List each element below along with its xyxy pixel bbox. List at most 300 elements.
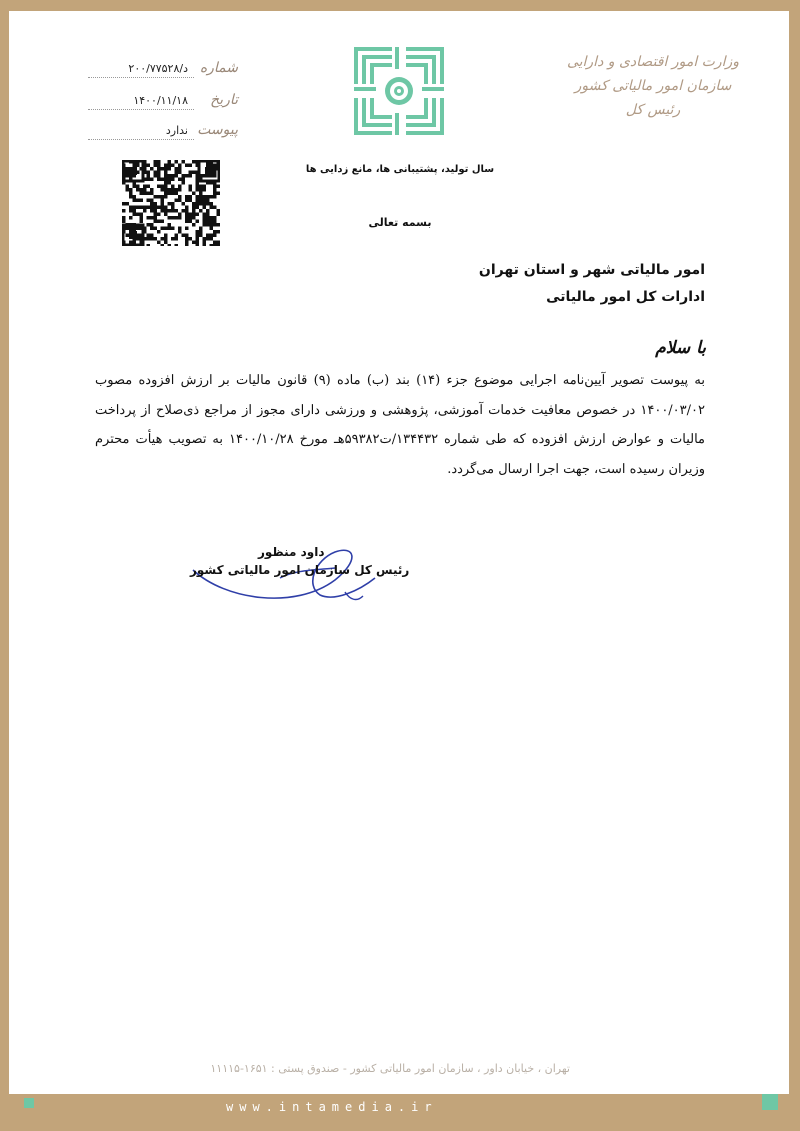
qr-module — [140, 188, 144, 192]
qr-module — [161, 244, 165, 246]
letter-date-value: ۱۴۰۰/۱۱/۱۸ — [133, 94, 188, 107]
qr-module — [133, 195, 137, 199]
letter-date-label: تاریخ — [210, 92, 238, 108]
qr-module — [199, 209, 203, 213]
qr-module — [154, 202, 158, 206]
qr-module — [178, 213, 182, 217]
qr-module — [150, 227, 154, 231]
qr-module — [136, 164, 140, 168]
qr-module — [199, 227, 203, 231]
qr-module — [154, 206, 158, 210]
qr-module — [210, 202, 214, 206]
qr-module — [168, 192, 172, 196]
qr-module — [199, 234, 203, 238]
qr-module — [185, 206, 189, 210]
qr-module — [196, 185, 200, 189]
qr-module — [189, 220, 193, 224]
qr-module — [126, 234, 130, 238]
qr-module — [213, 171, 217, 175]
qr-module — [213, 223, 217, 227]
divider — [88, 77, 194, 78]
qr-module — [175, 237, 179, 241]
qr-module — [175, 209, 179, 213]
letter-number-label: شماره — [199, 60, 238, 76]
qr-module — [136, 213, 140, 217]
qr-module — [140, 199, 144, 203]
qr-module — [192, 216, 196, 220]
qr-module — [157, 171, 161, 175]
qr-module — [154, 237, 158, 241]
qr-module — [171, 178, 175, 182]
qr-module — [182, 160, 186, 164]
qr-module — [206, 220, 210, 224]
qr-module — [150, 216, 154, 220]
qr-module — [192, 206, 196, 210]
footer-website: www.intamedia.ir — [226, 1100, 438, 1114]
qr-module — [206, 209, 210, 213]
letter-number-value: د/۲۰۰/۷۷۵۲۸ — [128, 62, 188, 75]
qr-module — [157, 195, 161, 199]
qr-module — [154, 195, 158, 199]
qr-module — [185, 241, 189, 245]
qr-module — [213, 167, 217, 171]
qr-module — [175, 167, 179, 171]
qr-module — [133, 164, 137, 168]
qr-module — [210, 164, 214, 168]
qr-module — [161, 167, 165, 171]
qr-module — [185, 220, 189, 224]
qr-module — [122, 220, 126, 224]
qr-module — [178, 216, 182, 220]
qr-module — [171, 185, 175, 189]
qr-module — [168, 174, 172, 178]
qr-module — [213, 230, 217, 234]
qr-module — [164, 241, 168, 245]
qr-module — [171, 206, 175, 210]
qr-module — [171, 174, 175, 178]
qr-module — [175, 199, 179, 203]
qr-module — [189, 213, 193, 217]
qr-module — [157, 220, 161, 224]
qr-module — [143, 188, 147, 192]
letter-date-row — [88, 92, 238, 112]
qr-module — [122, 216, 126, 220]
qr-module — [199, 195, 203, 199]
qr-module — [189, 171, 193, 175]
addressee-line-2: ادارات کل امور مالیاتی — [546, 289, 705, 305]
qr-module — [147, 185, 151, 189]
qr-module — [206, 164, 210, 168]
qr-module — [199, 192, 203, 196]
qr-module — [157, 230, 161, 234]
qr-module — [136, 206, 140, 210]
qr-module — [140, 220, 144, 224]
qr-module — [213, 216, 217, 220]
qr-module — [213, 195, 217, 199]
qr-module — [203, 206, 207, 210]
qr-module — [206, 213, 210, 217]
qr-module — [206, 223, 210, 227]
qr-module — [210, 234, 214, 238]
qr-module — [161, 195, 165, 199]
qr-module — [196, 188, 200, 192]
qr-module — [150, 202, 154, 206]
qr-module — [126, 185, 130, 189]
qr-module — [126, 171, 130, 175]
qr-module — [192, 241, 196, 245]
qr-module — [189, 216, 193, 220]
qr-module — [129, 216, 133, 220]
qr-module — [164, 171, 168, 175]
qr-module — [203, 195, 207, 199]
qr-module — [203, 216, 207, 220]
qr-module — [192, 209, 196, 213]
qr-module — [129, 188, 133, 192]
qr-module — [206, 195, 210, 199]
corner-square — [762, 1094, 778, 1110]
qr-module — [196, 206, 200, 210]
qr-module — [182, 178, 186, 182]
qr-module — [178, 178, 182, 182]
qr-module — [161, 188, 165, 192]
qr-module — [203, 185, 207, 189]
qr-module — [150, 237, 154, 241]
qr-module — [133, 185, 137, 189]
qr-module — [126, 227, 130, 231]
qr-module — [161, 209, 165, 213]
qr-module — [196, 202, 200, 206]
qr-module — [171, 227, 175, 231]
qr-module — [196, 241, 200, 245]
qr-module — [185, 213, 189, 217]
qr-module — [154, 213, 158, 217]
letter-number-row — [88, 60, 238, 80]
qr-module — [192, 213, 196, 217]
bismillah: بسمه تعالی — [368, 216, 432, 229]
qr-module — [189, 195, 193, 199]
qr-module — [217, 209, 221, 213]
qr-module — [213, 241, 217, 245]
qr-module — [154, 227, 158, 231]
qr-module — [147, 164, 151, 168]
qr-module — [129, 195, 133, 199]
qr-module — [168, 223, 172, 227]
qr-module — [196, 195, 200, 199]
qr-module — [199, 185, 203, 189]
qr-module — [199, 188, 203, 192]
qr-module — [133, 213, 137, 217]
qr-module — [129, 241, 133, 245]
qr-module — [206, 202, 210, 206]
attachment-row — [88, 122, 238, 142]
qr-module — [171, 192, 175, 196]
qr-module — [168, 160, 172, 164]
qr-module — [157, 160, 161, 164]
corner-square — [24, 1098, 34, 1108]
qr-module — [210, 237, 214, 241]
qr-module — [171, 188, 175, 192]
qr-module — [164, 185, 168, 189]
qr-module — [140, 192, 144, 196]
qr-module — [154, 164, 158, 168]
qr-module — [129, 206, 133, 210]
qr-module — [171, 202, 175, 206]
qr-module — [140, 213, 144, 217]
qr-module — [196, 213, 200, 217]
qr-module — [206, 237, 210, 241]
qr-module — [129, 192, 133, 196]
qr-module — [203, 202, 207, 206]
qr-module — [217, 244, 221, 246]
qr-module — [210, 195, 214, 199]
qr-module — [168, 244, 172, 246]
qr-module — [161, 202, 165, 206]
qr-module — [192, 223, 196, 227]
qr-module — [168, 181, 172, 185]
qr-module — [217, 185, 221, 189]
qr-module — [182, 202, 186, 206]
qr-module — [126, 188, 130, 192]
qr-module — [150, 199, 154, 203]
qr-module — [213, 234, 217, 238]
office-title: رئیس کل — [625, 102, 681, 118]
qr-module — [199, 199, 203, 203]
qr-module — [164, 181, 168, 185]
qr-module — [126, 174, 130, 178]
qr-module — [157, 174, 161, 178]
qr-module — [178, 185, 182, 189]
signer-title: رئیس کل سازمان امور مالیاتی کشور — [190, 563, 410, 577]
qr-module — [164, 206, 168, 210]
qr-module — [217, 241, 221, 245]
qr-module — [199, 230, 203, 234]
qr-module — [203, 188, 207, 192]
qr-module — [178, 199, 182, 203]
qr-module — [203, 199, 207, 203]
qr-module — [185, 164, 189, 168]
qr-module — [126, 202, 130, 206]
qr-module — [136, 185, 140, 189]
qr-module — [154, 209, 158, 213]
qr-module — [164, 188, 168, 192]
qr-module — [161, 199, 165, 203]
qr-module — [133, 199, 137, 203]
qr-module — [178, 195, 182, 199]
qr-module — [210, 220, 214, 224]
year-slogan: سال تولید، پشتیبانی ها، مانع زدایی ها — [305, 164, 495, 175]
attachment-label: پیوست — [197, 122, 238, 138]
qr-module — [217, 213, 221, 217]
qr-module — [150, 167, 154, 171]
qr-module — [150, 234, 154, 238]
qr-module — [217, 192, 221, 196]
qr-module — [150, 209, 154, 213]
qr-module — [161, 220, 165, 224]
qr-module — [154, 220, 158, 224]
qr-module — [154, 171, 158, 175]
qr-module — [178, 167, 182, 171]
qr-code — [122, 160, 220, 246]
qr-module — [178, 164, 182, 168]
qr-module — [192, 192, 196, 196]
qr-module — [147, 206, 151, 210]
qr-module — [185, 216, 189, 220]
qr-module — [178, 171, 182, 175]
qr-module — [147, 192, 151, 196]
qr-module — [164, 227, 168, 231]
qr-module — [185, 244, 189, 246]
qr-module — [154, 216, 158, 220]
qr-module — [213, 174, 217, 178]
qr-module — [168, 178, 172, 182]
qr-module — [136, 199, 140, 203]
qr-module — [175, 244, 179, 246]
qr-module — [147, 223, 151, 227]
qr-module — [147, 237, 151, 241]
qr-module — [164, 234, 168, 238]
qr-module — [171, 237, 175, 241]
qr-module — [210, 216, 214, 220]
qr-module — [129, 227, 133, 231]
qr-module — [164, 209, 168, 213]
qr-module — [161, 178, 165, 182]
qr-module — [189, 237, 193, 241]
qr-module — [199, 202, 203, 206]
qr-module — [175, 192, 179, 196]
ministry-name: وزارت امور اقتصادی و دارایی — [566, 54, 740, 70]
qr-module — [213, 185, 217, 189]
qr-module — [140, 206, 144, 210]
qr-module — [133, 209, 137, 213]
qr-module — [175, 160, 179, 164]
signer-name: داود منظور — [258, 545, 325, 559]
qr-module — [157, 213, 161, 217]
qr-module — [161, 237, 165, 241]
qr-module — [122, 202, 126, 206]
qr-module — [210, 206, 214, 210]
qr-module — [150, 192, 154, 196]
qr-module — [217, 230, 221, 234]
qr-module — [185, 209, 189, 213]
qr-module — [143, 209, 147, 213]
qr-module — [185, 227, 189, 231]
qr-module — [185, 234, 189, 238]
qr-module — [136, 227, 140, 231]
qr-module — [192, 202, 196, 206]
salutation: با سلام — [655, 338, 706, 358]
qr-module — [196, 220, 200, 224]
qr-module — [192, 160, 196, 164]
qr-module — [161, 206, 165, 210]
qr-module — [129, 209, 133, 213]
qr-module — [203, 223, 207, 227]
qr-module — [196, 237, 200, 241]
qr-module — [203, 237, 207, 241]
qr-module — [157, 167, 161, 171]
divider — [88, 109, 194, 110]
qr-module — [182, 174, 186, 178]
qr-module — [206, 199, 210, 203]
qr-module — [182, 181, 186, 185]
qr-module — [154, 160, 158, 164]
qr-module — [147, 178, 151, 182]
qr-module — [213, 188, 217, 192]
qr-module — [164, 174, 168, 178]
qr-module — [126, 167, 130, 171]
qr-module — [175, 188, 179, 192]
qr-module — [206, 234, 210, 238]
qr-module — [213, 164, 217, 168]
attachment-value: ندارد — [165, 124, 188, 137]
qr-module — [168, 216, 172, 220]
qr-module — [161, 185, 165, 189]
qr-module — [161, 227, 165, 231]
qr-module — [185, 237, 189, 241]
qr-module — [185, 195, 189, 199]
qr-module — [147, 216, 151, 220]
qr-module — [175, 234, 179, 238]
qr-module — [171, 216, 175, 220]
ministry-letterhead — [558, 50, 748, 122]
qr-module — [213, 206, 217, 210]
qr-module — [143, 206, 147, 210]
qr-module — [189, 188, 193, 192]
qr-module — [164, 192, 168, 196]
organization-name: سازمان امور مالیاتی کشور — [574, 78, 732, 94]
qr-module — [157, 178, 161, 182]
qr-module — [150, 188, 154, 192]
qr-module — [164, 178, 168, 182]
qr-module — [178, 230, 182, 234]
qr-module — [175, 216, 179, 220]
qr-module — [164, 167, 168, 171]
qr-module — [210, 223, 214, 227]
divider — [88, 139, 194, 140]
qr-module — [164, 195, 168, 199]
qr-module — [178, 188, 182, 192]
qr-module — [168, 167, 172, 171]
qr-module — [122, 209, 126, 213]
qr-module — [164, 237, 168, 241]
qr-module — [189, 164, 193, 168]
qr-module — [133, 227, 137, 231]
qr-module — [196, 244, 200, 246]
qr-module — [189, 174, 193, 178]
qr-module — [168, 188, 172, 192]
qr-module — [164, 164, 168, 168]
qr-module — [147, 171, 151, 175]
qr-module — [203, 220, 207, 224]
qr-module — [203, 241, 207, 245]
qr-module — [171, 164, 175, 168]
qr-module — [185, 199, 189, 203]
qr-module — [185, 174, 189, 178]
qr-module — [147, 244, 151, 246]
qr-module — [178, 227, 182, 231]
qr-module — [213, 192, 217, 196]
qr-module — [192, 171, 196, 175]
qr-module — [168, 209, 172, 213]
qr-module — [213, 220, 217, 224]
qr-module — [150, 206, 154, 210]
qr-module — [175, 171, 179, 175]
qr-module — [168, 227, 172, 231]
qr-module — [196, 230, 200, 234]
qr-module — [171, 209, 175, 213]
qr-module — [150, 223, 154, 227]
qr-module — [196, 199, 200, 203]
tax-organization-logo — [354, 47, 444, 135]
